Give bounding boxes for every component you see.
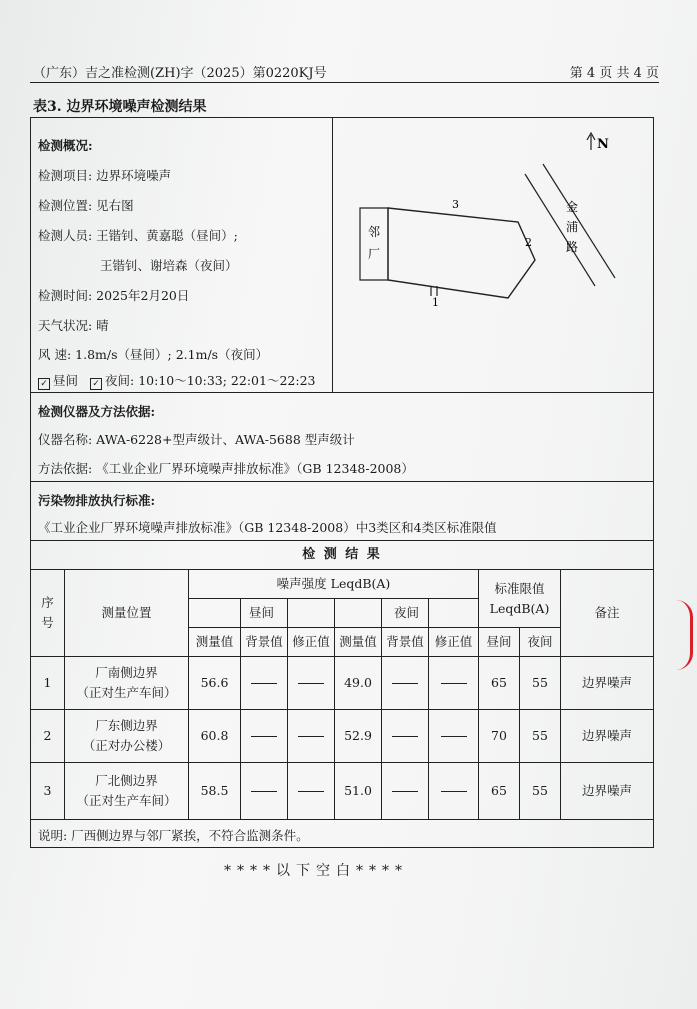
dash-mark: [441, 736, 467, 737]
results-title: 检 测 结 果: [302, 547, 382, 562]
night-measured: 52.9: [344, 728, 372, 743]
row-remark: 边界噪声: [581, 783, 632, 798]
dash-mark: [251, 791, 277, 792]
row-position: [65, 657, 188, 709]
standard-text: 《工业企业厂界环境噪声排放标准》（GB 12348-2008）中3类区和4类区标准限值: [38, 520, 497, 535]
dash-mark: [441, 683, 467, 684]
row-remark: 边界噪声: [581, 728, 632, 743]
overview-wind: [38, 345, 268, 363]
header-day-measured: 测量值: [195, 634, 234, 649]
rule-10: [31, 819, 653, 820]
instrument-name: 仪器名称: AWA-6228+型声级计、AWA-5688 型声级计: [38, 432, 355, 447]
road-label-2: 浦: [566, 220, 579, 234]
wind-value: 1.8m/s（昼间）; 2.1m/s（夜间）: [75, 347, 269, 362]
dash-mark: [392, 736, 418, 737]
checkbox-night-icon: ✓: [90, 378, 102, 390]
header-day-bg: 背景值: [245, 634, 283, 649]
day-corrected: [288, 657, 334, 709]
table-title: 表3. 边界环境噪声检测结果: [33, 99, 207, 115]
header-day: 昼间: [248, 605, 274, 620]
overview-staff-day: 检测人员: 王锴钊、黄嘉聪（昼间）;: [38, 228, 238, 243]
night-corrected: [429, 657, 478, 709]
position-line: 厂南侧边界: [95, 665, 158, 680]
end-mark: ****以下空白****: [224, 863, 408, 879]
header-rule: [30, 82, 659, 83]
period-times: 10:10～10:33; 22:01～22:23: [138, 373, 316, 388]
page-header: [33, 62, 659, 84]
day-background: [241, 710, 287, 762]
north-arrow-icon: [587, 133, 595, 150]
point-1: 1: [432, 296, 439, 309]
night-background: [382, 657, 428, 709]
position-line: 厂东侧边界: [95, 718, 158, 733]
header-no: 序号: [41, 595, 54, 630]
standard-heading: 污染物排放执行标准:: [38, 493, 156, 508]
overview-staff-night: 王锴钊、谢培森（夜间）: [100, 258, 238, 273]
limit-night: 55: [532, 728, 548, 743]
point-2: 2: [525, 236, 532, 249]
day-background: [241, 763, 287, 819]
limit-night: 55: [532, 675, 548, 690]
dash-mark: [251, 736, 277, 737]
dash-mark: [298, 736, 324, 737]
overview-location: 检测位置: 见右图: [38, 198, 134, 213]
position-line: （正对生产车间）: [76, 793, 177, 808]
night-measured: 51.0: [344, 783, 372, 798]
dash-mark: [441, 791, 467, 792]
night-background: [382, 763, 428, 819]
rule-1: [31, 392, 653, 393]
night-corrected: [429, 763, 478, 819]
header-night-bg: 背景值: [386, 634, 424, 649]
point-3: 3: [452, 198, 459, 211]
night-measured: 49.0: [344, 675, 372, 690]
road-label-1: 金: [566, 200, 579, 214]
header-limit: 标准限值 LeqdB(A): [489, 580, 550, 616]
night-background: [382, 710, 428, 762]
road-label-3: 路: [566, 240, 579, 254]
header-position: 测量位置: [101, 605, 152, 620]
overview-time: 检测时间: 2025年2月20日: [38, 288, 190, 303]
header-remark: 备注: [594, 605, 620, 620]
day-corrected: [288, 763, 334, 819]
dash-mark: [298, 683, 324, 684]
north-label: N: [597, 137, 609, 152]
dash-mark: [251, 683, 277, 684]
limit-day: 65: [491, 675, 507, 690]
header-night-corr: 修正值: [434, 634, 473, 649]
header-limit-night: 夜间: [527, 634, 553, 649]
checkbox-day-icon: ✓: [38, 378, 50, 390]
limit-night: 55: [532, 783, 548, 798]
wind-label: 风 速:: [38, 347, 72, 362]
neighbor-label-2: 厂: [368, 247, 381, 261]
results-note: 说明: 厂西侧边界与邻厂紧挨，不符合监测条件。: [38, 828, 309, 843]
row-number: 2: [43, 728, 52, 743]
rule-2: [31, 481, 653, 482]
position-line: （正对办公楼）: [82, 738, 171, 753]
limit-day: 65: [491, 783, 507, 798]
day-background: [241, 657, 287, 709]
period-day: 昼间: [53, 373, 79, 388]
overview-weather: 天气状况: 晴: [38, 318, 109, 333]
neighbor-label-1: 邻: [368, 225, 381, 239]
header-night: 夜间: [393, 605, 419, 620]
row-number: 3: [43, 783, 52, 798]
day-measured: 56.6: [200, 675, 229, 690]
row-remark: 边界噪声: [581, 675, 632, 690]
instrument-method: 方法依据: 《工业企业厂界环境噪声排放标准》（GB 12348-2008）: [38, 461, 414, 476]
dash-mark: [392, 683, 418, 684]
night-corrected: [429, 710, 478, 762]
red-pen-mark: [676, 600, 693, 670]
header-night-measured: 测量值: [339, 634, 377, 649]
neighbor-outline: [360, 208, 388, 280]
day-measured: 60.8: [200, 728, 229, 743]
page-number: 第 4 页 共 4 页: [569, 66, 659, 81]
overview-heading: 检测概况:: [38, 138, 93, 153]
limit-day: 70: [491, 728, 507, 743]
header-limit-day: 昼间: [486, 634, 512, 649]
position-line: 厂北侧边界: [95, 773, 158, 788]
row-position: [65, 710, 188, 762]
dash-mark: [298, 791, 324, 792]
day-measured: 58.5: [200, 783, 229, 798]
dash-mark: [392, 791, 418, 792]
day-corrected: [288, 710, 334, 762]
report-number: （广东）吉之准检测(ZH)字（2025）第0220KJ号: [33, 66, 327, 81]
overview-period: [38, 371, 315, 390]
row-number: 1: [43, 675, 52, 690]
instruments-heading: 检测仪器及方法依据:: [38, 404, 156, 419]
row-position: [65, 763, 188, 819]
factory-outline: [388, 208, 535, 298]
position-line: （正对生产车间）: [76, 685, 177, 700]
header-day-corr: 修正值: [292, 634, 330, 649]
header-intensity: 噪声强度 LeqdB(A): [276, 576, 391, 591]
period-night: 夜间:: [105, 373, 135, 388]
location-map: [333, 118, 653, 392]
overview-item: 检测项目: 边界环境噪声: [38, 168, 172, 183]
